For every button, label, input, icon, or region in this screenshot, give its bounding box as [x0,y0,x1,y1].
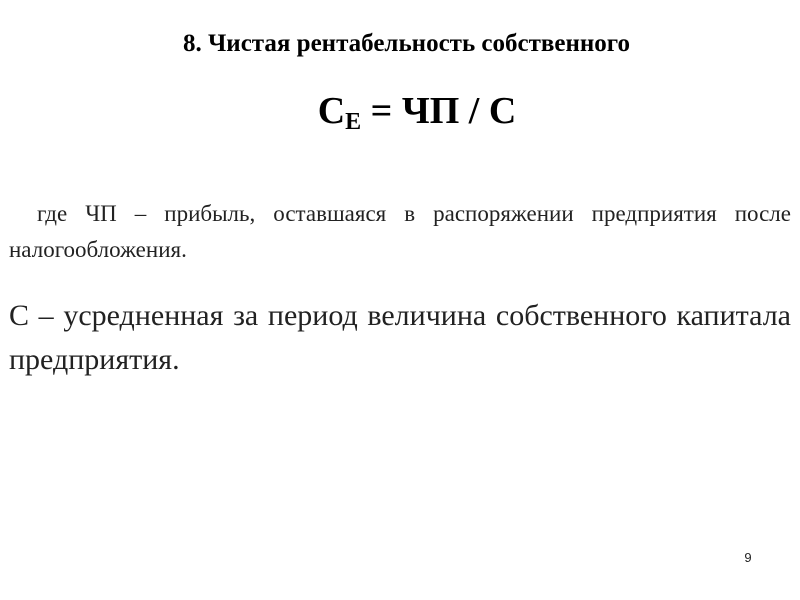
formula-subscript: Е [345,109,362,135]
definition-net-profit: где ЧП – прибыль, оставшаяся в распоряжении предприятия после налогообложения. [9,201,791,262]
formula-rhs: = ЧП / С [361,90,517,132]
formula [0,88,800,134]
definition-equity: С – усредненная за период величина собственного капитала предприятия. [9,299,791,376]
formula-lhs: С [317,90,346,132]
slide-title: 8. Чистая рентабельность собственного [182,30,631,57]
page-number: 9 [744,550,752,565]
